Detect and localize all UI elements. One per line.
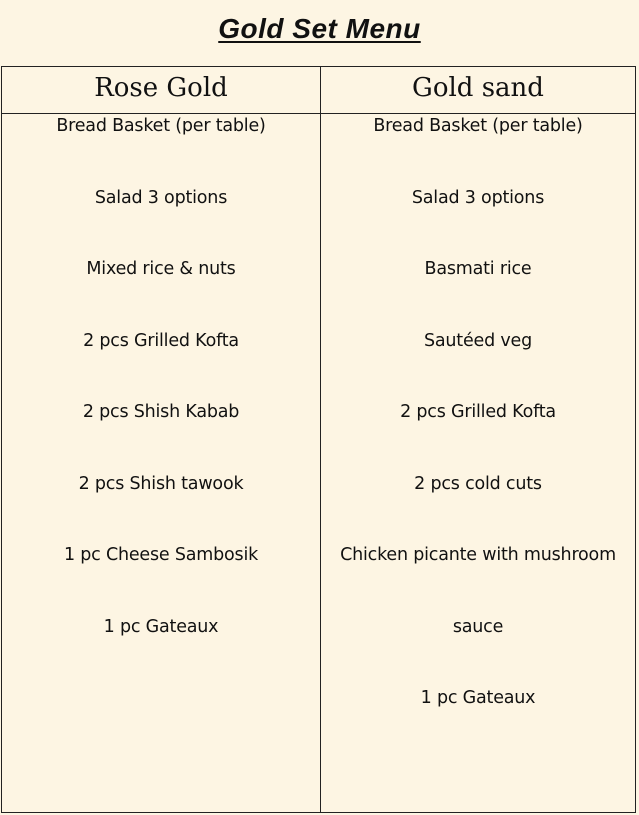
menu-item: 2 pcs Shish tawook	[78, 473, 244, 494]
menu-item: Sautéed veg	[423, 330, 533, 351]
menu-item: 2 pcs Shish Kabab	[82, 402, 240, 422]
menu-item: Salad 3 options	[411, 187, 545, 208]
menu-item: 2 pcs Grilled Kofta	[400, 402, 556, 422]
menu-item: Chicken picante with mushroom	[340, 545, 616, 565]
menu-item: 1 pc Cheese Sambosik	[63, 545, 259, 565]
menu-item: 1 pc Gateaux	[420, 688, 536, 708]
menu-item-list	[2, 114, 320, 686]
menu-item: 2 pcs cold cuts	[414, 473, 542, 494]
column-header: Gold sand	[412, 73, 544, 103]
menu-item: Salad 3 options	[94, 187, 228, 208]
menu-item: Basmati rice	[424, 259, 532, 279]
menu-item: 2 pcs Grilled Kofta	[83, 330, 239, 351]
menu-column-rose-gold	[2, 67, 320, 812]
menu-item: Mixed rice & nuts	[86, 259, 236, 279]
menu-item: Bread Basket (per table)	[56, 116, 266, 136]
menu-item: 1 pc Gateaux	[103, 616, 219, 637]
menu-table	[1, 66, 636, 813]
menu-title: Gold Set Menu	[218, 13, 421, 44]
menu-item: Bread Basket (per table)	[373, 116, 583, 136]
menu-item-list	[321, 114, 635, 758]
menu-column-gold-sand	[321, 67, 635, 812]
menu-item: sauce	[452, 616, 504, 637]
column-header: Rose Gold	[94, 73, 228, 103]
